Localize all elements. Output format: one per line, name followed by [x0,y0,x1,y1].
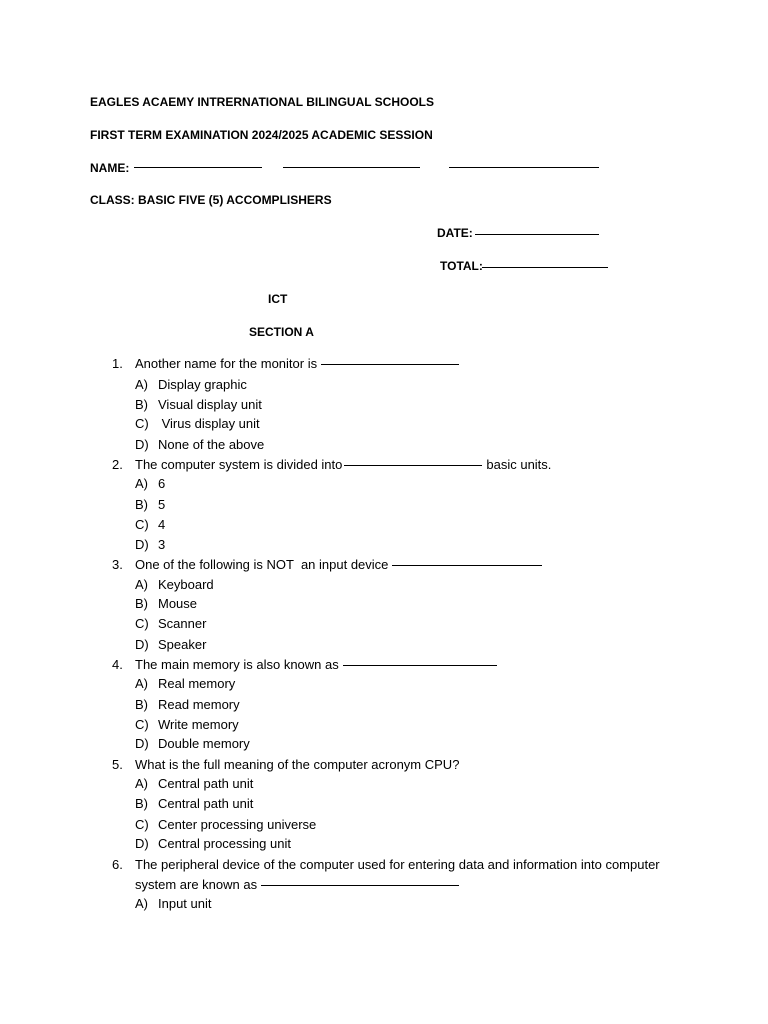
exam-page: EAGLES ACAEMY INTRERNATIONAL BILINGUAL SCHOOLS FIRST TERM EXAMINATION 2024/2025 ACADEMIC SESSION NAME: CLASS: BASIC FIVE (5) ACCOMPLISHERS DATE: TOTAL: ICT SECTION A 1. Another name for the monitor is A) Display graphic B) Visual display unit C) Virus display unit D) None of the above 2. The computer system is divided into basic units. A) 6 B) 5 C) 4 D) 3 3. One of the following is NOT an input device A) Keyboard B) Mouse C) Scanner D) Speaker 4. The main memory is also known as A) Real memory B) Read memory C) Write memory D) Double memory 5. What is the full meaning of the computer acronym CPU? A) Central path unit B) Central path unit C) Center processing universe D) Central processing unit 6. The peripheral device of the computer used for entering data and information into computer system are known as A) Input unit [90,95,660,911]
subject-title: ICT [268,292,288,306]
date-label: DATE: [437,226,473,240]
question-text: The peripheral device of the computer used for entering data and information into computer [135,857,660,872]
question-text: What is the full meaning of the computer acronym CPU? [135,757,460,772]
question-number: 5. [112,757,123,772]
date-blank[interactable] [475,234,599,235]
total-label: TOTAL: [440,259,483,273]
answer-blank[interactable] [321,364,459,365]
name-blank-2[interactable] [283,167,420,168]
question-number: 4. [112,657,123,672]
name-label: NAME: [90,161,130,175]
class-line: CLASS: BASIC FIVE (5) ACCOMPLISHERS [90,193,332,207]
school-name: EAGLES ACAEMY INTRERNATIONAL BILINGUAL SCHOOLS [90,95,435,109]
question-number: 2. [112,457,123,472]
answer-blank[interactable] [343,665,497,666]
question-text-line2: system are known as [135,877,258,892]
name-blank-3[interactable] [449,167,599,168]
answer-blank[interactable] [344,465,482,466]
question-text: The main memory is also known as [135,657,339,672]
question-number: 3. [112,557,123,572]
name-blank-1[interactable] [134,167,262,168]
question-text: One of the following is NOT an input device [135,557,389,572]
question-number: 6. [112,857,123,872]
question-text-after: basic units. [486,457,552,472]
section-title: SECTION A [249,325,314,339]
question-text: Another name for the monitor is [135,356,318,371]
answer-blank[interactable] [392,565,542,566]
question-text: The computer system is divided into [135,457,343,472]
exam-title: FIRST TERM EXAMINATION 2024/2025 ACADEMIC SESSION [90,128,433,142]
answer-blank[interactable] [261,885,459,886]
total-blank[interactable] [482,267,608,268]
question-number: 1. [112,356,123,371]
